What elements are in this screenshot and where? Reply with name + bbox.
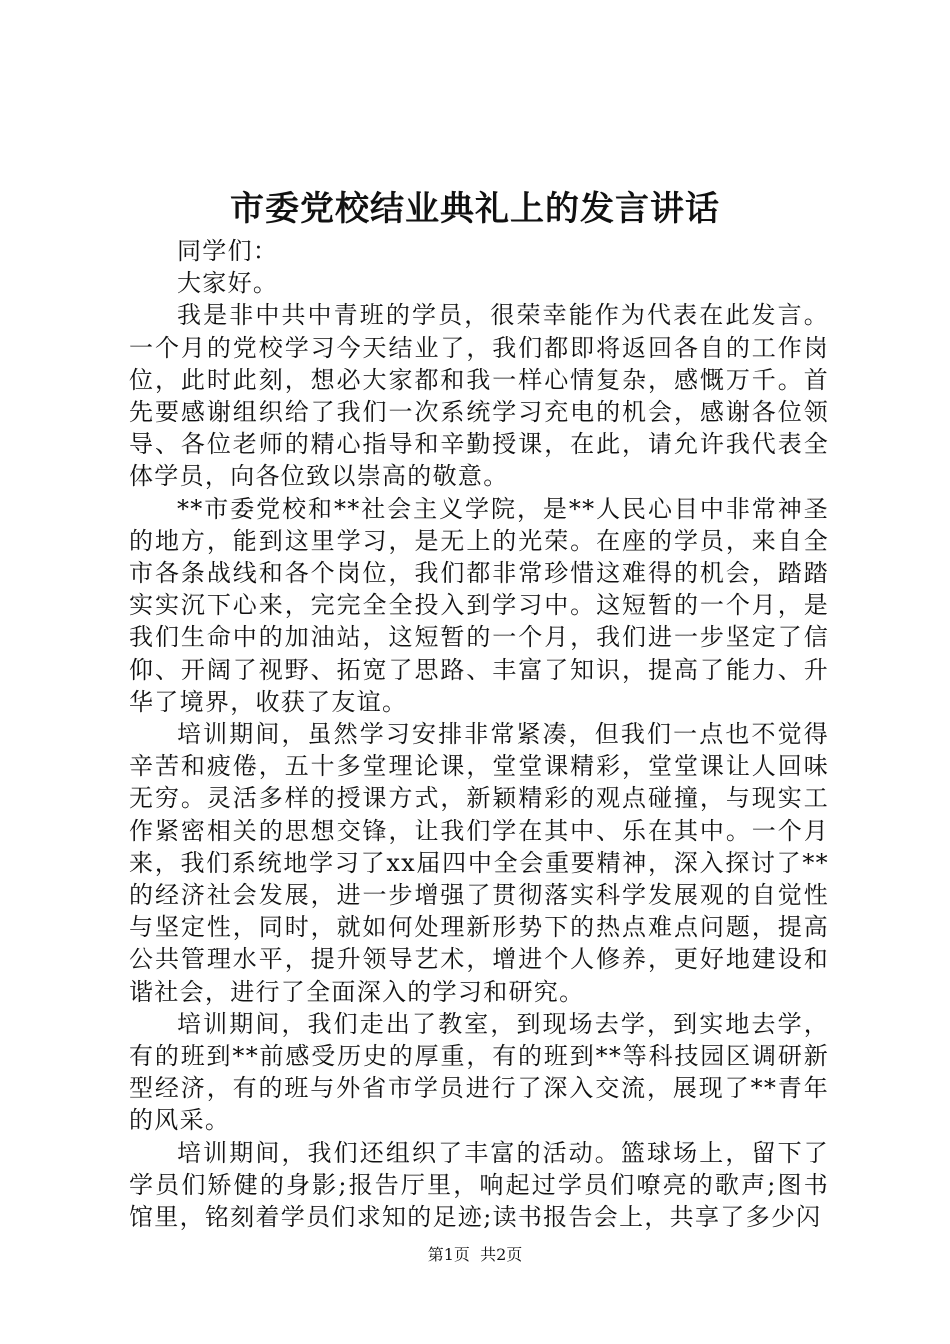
document-body — [129, 235, 829, 1233]
greeting-paragraph: 大家好。 — [177, 269, 279, 298]
body-paragraph: 培训期间，虽然学习安排非常紧凑，但我们一点也不觉得辛苦和疲倦，五十多堂理论课，堂堂课精彩，堂堂课让人回味无穷。灵活多样的授课方式，新颖精彩的观点碰撞，与现实工作紧密相关的思想交锋，让我们学在其中、乐在其中。一个月来，我们系统地学习了xx届四中全会重要精神，深入探讨了**的经济社会发展，进一步增强了贯彻落实科学发展观的自觉性与坚定性，同时，就如何处理新形势下的热点难点问题，提高公共管理水平，提升领导艺术，增进个人修养，更好地建设和谐社会，进行了全面深入的学习和研究。 — [129, 720, 829, 1006]
body-paragraph: 培训期间，我们还组织了丰富的活动。篮球场上，留下了学员们矫健的身影;报告厅里，响起过学员们嘹亮的歌声;图书馆里，铭刻着学员们求知的足迹;读书报告会上，共享了多少闪 — [129, 1138, 829, 1232]
body-paragraph: 培训期间，我们走出了教室，到现场去学，到实地去学，有的班到**前感受历史的厚重，有的班到**等科技园区调研新型经济，有的班与外省市学员进行了深入交流，展现了**青年的风采。 — [129, 1009, 829, 1135]
body-paragraph: 我是非中共中青班的学员，很荣幸能作为代表在此发言。一个月的党校学习今天结业了，我们都即将返回各自的工作岗位，此时此刻，想必大家都和我一样心情复杂，感慨万千。首先要感谢组织给了我们一次系统学习充电的机会，感谢各位领导、各位老师的精心指导和辛勤授课，在此，请允许我代表全体学员，向各位致以崇高的敬意。 — [129, 301, 829, 491]
page-footer: 第1页 共2页 — [427, 1245, 523, 1264]
salutation-paragraph: 同学们： — [177, 237, 279, 265]
document-title: 市委党校结业典礼上的发言讲话 — [230, 189, 720, 229]
body-paragraph: **市委党校和**社会主义学院，是**人民心目中非常神圣的地方，能到这里学习，是无上的光荣。在座的学员，来自全市各条战线和各个岗位，我们都非常珍惜这难得的机会，踏踏实实沉下心来，完完全全投入到学习中。这短暂的一个月，是我们生命中的加油站，这短暂的一个月，我们进一步坚定了信仰、开阔了视野、拓宽了思路、丰富了知识，提高了能力、升华了境界，收获了友谊。 — [129, 494, 829, 716]
